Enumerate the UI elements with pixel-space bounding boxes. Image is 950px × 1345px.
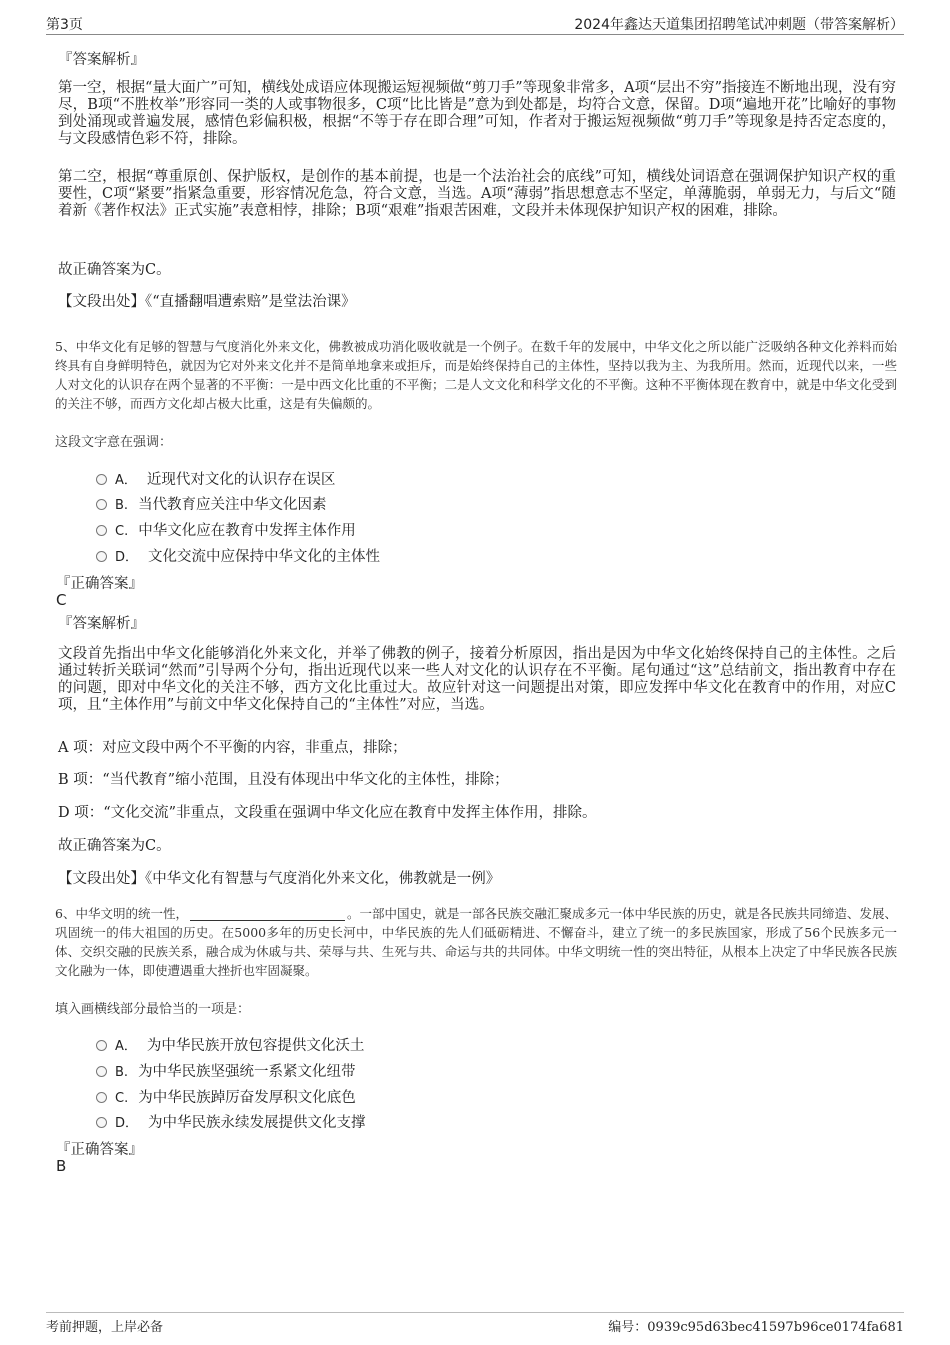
option-letter: C.: [115, 1091, 129, 1106]
q6-stem-start: 6、中华文明的统一性，: [55, 906, 188, 921]
q6-option-b[interactable]: [96, 1060, 356, 1081]
q6-stem: [55, 904, 897, 980]
q5-note-b: B 项：“当代教育”缩小范围，且没有体现出中华文化的主体性，排除；: [58, 772, 509, 788]
q4-conclusion: 故正确答案为C。: [58, 262, 171, 278]
q6-option-c[interactable]: [96, 1086, 356, 1107]
q5-option-a[interactable]: [96, 468, 335, 489]
q6-answer: B: [56, 1157, 67, 1175]
document-id: 编号：0939c95d63bec41597b96ce0174fa681: [608, 1320, 904, 1335]
q6-question: 填入画横线部分最恰当的一项是：: [55, 1002, 251, 1017]
q5-conclusion: 故正确答案为C。: [58, 838, 171, 854]
fill-blank: [190, 908, 345, 921]
q4-analysis-label: 『答案解析』: [58, 52, 145, 68]
radio-icon[interactable]: [96, 474, 107, 485]
option-text: 为中华民族坚强统一系紧文化纽带: [138, 1064, 356, 1080]
option-text: 中华文化应在教育中发挥主体作用: [138, 523, 356, 539]
q6-answer-label: 『正确答案』: [56, 1142, 143, 1158]
option-letter: D．: [115, 550, 139, 565]
page-header: [46, 12, 904, 35]
q5-option-b[interactable]: [96, 493, 327, 514]
q5-option-d[interactable]: [96, 545, 380, 566]
footer-slogan: 考前押题，上岸必备: [46, 1320, 164, 1335]
option-text: 当代教育应关注中华文化因素: [138, 497, 327, 513]
option-letter: A．: [115, 473, 137, 488]
q4-analysis-para1: 第一空，根据“量大面广”可知，横线处成语应体现搬运短视频做“剪刀手”等现象非常多，A项“层出不穷”指接连不断地出现，没有穷尽，B项“不胜枚举”形容同一类的人或事物很多，C项“比比皆是”意为到处都是，均符合文意，保留。D项“遍地开花”比喻好的事物到处涌现或普遍发展，感情色彩偏积极，根据“不等于存在即合理”可知，作者对于搬运短视频做“剪刀手”等现象是持否定态度的，与文段感情色彩不符，排除。: [58, 80, 896, 147]
option-letter: B.: [115, 1065, 129, 1080]
radio-icon[interactable]: [96, 1092, 107, 1103]
q6-option-d[interactable]: [96, 1111, 366, 1132]
radio-icon[interactable]: [96, 499, 107, 510]
option-text: 为中华民族开放包容提供文化沃土: [146, 1038, 365, 1054]
page-footer: [46, 1312, 904, 1335]
radio-icon[interactable]: [96, 551, 107, 562]
q5-answer: C: [56, 591, 67, 609]
option-text: 近现代对文化的认识存在误区: [146, 472, 336, 488]
q6-stem-rest: 。一部中国史，就是一部各民族交融汇聚成多元一体中华民族的历史，就是各民族共同缔造、发展、巩固统一的伟大祖国的历史。在5000多年的历史长河中，中华民族的先人们砥砺精进、不懈奋斗，建立了统一的多民族国家，形成了56个民族多元一体、交织交融的民族关系，融合成为休戚与共、荣辱与共、生死与共、命运与共的共同体。中华文明统一性的突出特征，从根本上决定了中华民族各民族文化融为一体，即使遭遇重大挫折也牢固凝聚。: [55, 906, 897, 978]
document-title: 2024年鑫达天道集团招聘笔试冲刺题（带答案解析）: [574, 17, 904, 33]
q5-stem: 5、中华文化有足够的智慧与气度消化外来文化，佛教被成功消化吸收就是一个例子。在数千年的发展中，中华文化之所以能广泛吸纳各种文化养料而始终具有自身鲜明特色，就因为它对外来文化并不是简单地拿来或拒斥，而是始终保持自己的主体性，坚持以我为主、为我所用。然而，近现代以来，一些人对文化的认识存在两个显著的不平衡：一是中西文化比重的不平衡；二是人文文化和科学文化的不平衡。这种不平衡体现在教育中，就是中华文化受到的关注不够，而西方文化却占极大比重，这是有失偏颇的。: [55, 339, 897, 411]
q5-answer-label: 『正确答案』: [56, 576, 143, 592]
q4-analysis-para2: 第二空，根据“尊重原创、保护版权，是创作的基本前提，也是一个法治社会的底线”可知，横线处词语意在强调保护知识产权的重要性，C项“紧要”指紧急重要，形容情况危急，符合文意，当选。A项“薄弱”指思想意志不坚定，单薄脆弱，单弱无力，与后文“随着新《著作权法》正式实施”表意相悖，排除；B项“艰难”指艰苦困难，文段并未体现保护知识产权的困难，排除。: [58, 169, 896, 219]
option-text: 文化交流中应保持中华文化的主体性: [148, 549, 381, 565]
option-letter: B.: [115, 498, 129, 513]
q5-analysis: 文段首先指出中华文化能够消化外来文化，并举了佛教的例子，接着分析原因，指出是因为中华文化始终保持自己的主体性。之后通过转折关联词“然而”引导两个分句，指出近现代以来一些人对文化的认识存在不平衡。尾句通过“这”总结前文，指出教育中存在的问题，即对中华文化的关注不够，西方文化比重过大。故应针对这一问题提出对策，即应发挥中华文化在教育中的作用，对应C 项，且“主体作用”与前文中华文化保持自己的“主体性”对应，当选。: [58, 646, 896, 713]
radio-icon[interactable]: [96, 1066, 107, 1077]
page-number: 第3页: [46, 17, 83, 33]
radio-icon[interactable]: [96, 525, 107, 536]
q5-analysis-label: 『答案解析』: [58, 616, 145, 632]
q4-source: 【文段出处】《“直播翻唱遭索赔”是堂法治课》: [58, 294, 356, 310]
q5-question: 这段文字意在强调：: [55, 435, 173, 450]
q5-option-c[interactable]: [96, 519, 356, 540]
q5-note-a: A 项：对应文段中两个不平衡的内容，非重点，排除；: [58, 740, 407, 756]
q5-source: 【文段出处】《中华文化有智慧与气度消化外来文化，佛教就是一例》: [58, 871, 501, 887]
option-letter: A．: [115, 1039, 137, 1054]
q6-option-a[interactable]: [96, 1034, 364, 1055]
q5-note-d: D 项：“文化交流”非重点，文段重在强调中华文化应在教育中发挥主体作用，排除。: [58, 805, 597, 821]
option-letter: D．: [115, 1116, 139, 1131]
option-text: 为中华民族永续发展提供文化支撑: [148, 1115, 366, 1131]
radio-icon[interactable]: [96, 1040, 107, 1051]
option-letter: C.: [115, 524, 129, 539]
radio-icon[interactable]: [96, 1117, 107, 1128]
option-text: 为中华民族踔厉奋发厚积文化底色: [138, 1090, 356, 1106]
